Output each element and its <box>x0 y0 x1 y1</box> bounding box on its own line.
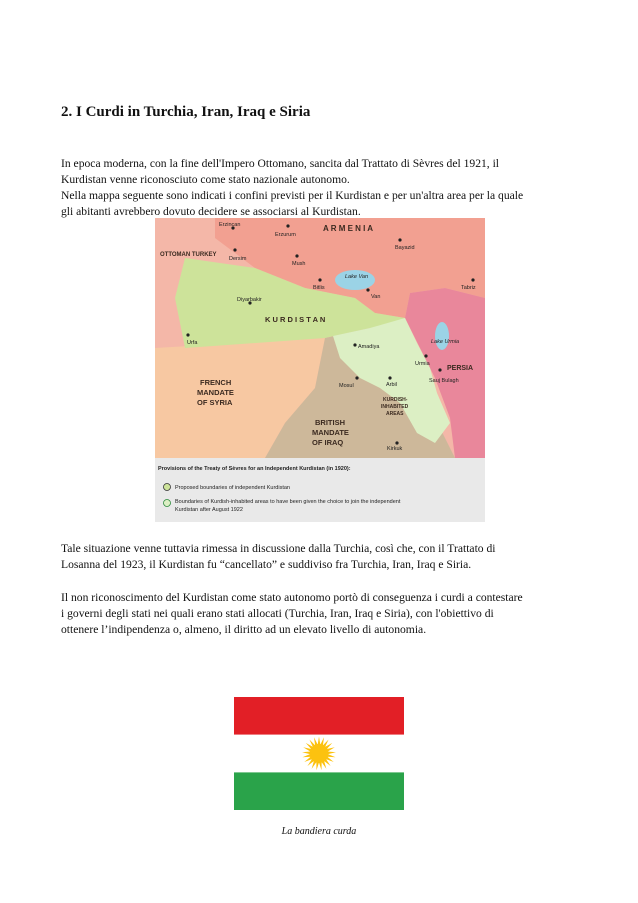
city-urfa: Urfa <box>187 340 198 346</box>
svg-text:Urfa <box>187 340 198 346</box>
svg-text:Erzincan <box>219 222 240 228</box>
svg-text:Bitlis <box>313 285 325 291</box>
svg-text:Proposed boundaries of indepen <box>175 485 290 491</box>
svg-text:Mush <box>292 261 305 267</box>
city-bitlis: Bitlis <box>313 285 325 291</box>
svg-text:MANDATE <box>197 388 234 397</box>
svg-text:MANDATE <box>312 428 349 437</box>
city-erzincan: Erzincan <box>219 222 241 228</box>
label-armenia: A R M E N I A <box>323 224 374 233</box>
section-heading: 2. I Curdi in Turchia, Iran, Iraq e Siria <box>61 104 311 120</box>
svg-text:OF IRAQ <box>312 438 343 447</box>
city-van: Van <box>371 294 381 300</box>
svg-text:Tabriz <box>461 285 476 291</box>
svg-text:Urmia <box>415 361 431 367</box>
city-kirkuk: Kirkuk <box>387 446 403 452</box>
flag-caption: La bandiera curda <box>281 826 357 837</box>
sun-disc <box>310 744 329 763</box>
city-mosul: Mosul <box>339 383 354 389</box>
svg-text:Boundaries of Kurdish-inhabite <box>175 499 401 505</box>
svg-text:Lake Urmia <box>431 339 459 345</box>
city-saujbulagh: Sauj Bulagh <box>429 378 459 384</box>
text-line: ottenere l’indipendenza o, almeno, il diritto ad un elevato livello di autonomia. <box>61 623 427 636</box>
city-mush: Mush <box>292 261 306 267</box>
svg-text:INHABITED <box>381 404 409 410</box>
label-british-1: BRITISH <box>315 418 345 427</box>
svg-text:Amadiya <box>358 344 380 350</box>
label-british-2: MANDATE <box>312 428 349 437</box>
legend-inhabited-icon <box>164 500 171 507</box>
svg-text:Sauj Bulagh <box>429 378 459 384</box>
city-arbil: Arbil <box>386 382 398 388</box>
text-line: Nella mappa seguente sono indicati i confini previsti per il Kurdistan e per un'altra area per la quale <box>61 189 524 202</box>
svg-text:Kirkuk <box>387 446 403 452</box>
city-urmia: Urmia <box>415 361 430 367</box>
text-line: gli abitanti avrebbero dovuto decidere se associarsi al Kurdistan. <box>61 205 361 218</box>
legend-item-2b: Kurdistan after August 1922 <box>175 507 243 513</box>
text-line: i governi degli stati nei quali erano stati allocati (Turchia, Iran, Iraq e Siria), con l'obiettivo di <box>61 607 494 620</box>
label-kurdish-3: AREAS <box>386 411 404 417</box>
label-british-3: OF IRAQ <box>312 438 344 447</box>
svg-text:Diyarbakir <box>237 297 262 303</box>
text-line: Kurdistan venne riconosciuto come stato nazionale autonomo. <box>61 173 350 186</box>
svg-text:Mosul <box>339 383 354 389</box>
text-line: Il non riconoscimento del Kurdistan come stato autonomo portò di conseguenza i curdi a contestare <box>61 591 523 604</box>
text-line: In epoca moderna, con la fine dell'Impero Ottomano, sancita dal Trattato di Sèvres del 1921, il <box>61 157 500 170</box>
svg-text:BRITISH <box>315 418 345 427</box>
label-kurdish-1: KURDISH- <box>383 397 408 403</box>
text-line: Losanna del 1923, il Kurdistan fu “cancellato” e suddiviso fra Turchia, Iran, Iraq e Siria. <box>61 558 472 571</box>
lake-van <box>335 270 375 290</box>
text-line: Tale situazione venne tuttavia rimessa in discussione dalla Turchia, così che, con il Trattato di <box>61 542 496 555</box>
svg-text:K U R D I S T A N <box>265 315 325 324</box>
city-bayazid: Bayazid <box>395 245 415 251</box>
svg-text:OF SYRIA <box>197 398 233 407</box>
svg-text:Van <box>371 294 380 300</box>
flag-green-stripe <box>234 772 404 810</box>
city-dersim: Dersim <box>229 256 247 262</box>
svg-text:AREAS <box>386 411 404 417</box>
second-paragraph <box>61 541 579 573</box>
legend-item-2a: Boundaries of Kurdish-inhabited areas to have been given the choice to join the independent <box>175 499 401 505</box>
svg-text:A R M E N I A <box>323 224 373 233</box>
label-french-2: MANDATE <box>197 388 234 397</box>
city-amadiya: Amadiya <box>358 344 380 350</box>
label-ottoman: OTTOMAN TURKEY <box>160 252 217 258</box>
svg-text:Provisions of the Treaty of Sè <box>158 466 351 472</box>
svg-text:OTTOMAN TURKEY <box>160 252 217 258</box>
svg-text:Dersim <box>229 256 247 262</box>
label-french-3: OF SYRIA <box>197 398 233 407</box>
svg-text:Kurdistan after August 1922 <box>175 507 243 513</box>
label-kurdish-2: INHABITED <box>381 404 409 410</box>
intro-paragraph <box>61 156 579 220</box>
svg-text:Erzurum <box>275 232 296 238</box>
label-french-1: FRENCH <box>200 378 232 387</box>
svg-text:Bayazid <box>395 245 415 251</box>
flag-red-stripe <box>234 697 404 735</box>
kurdish-flag <box>234 697 404 810</box>
city-tabriz: Tabriz <box>461 285 476 291</box>
legend-item-1: Proposed boundaries of independent Kurdistan <box>175 485 290 491</box>
svg-text:PERSIA <box>447 365 473 372</box>
label-lake-van: Lake Van <box>345 274 369 280</box>
city-erzurum: Erzurum <box>275 232 296 238</box>
svg-text:Arbil <box>386 382 397 388</box>
city-diyarbakir: Diyarbakir <box>237 297 262 303</box>
svg-text:FRENCH <box>200 378 231 387</box>
lake-urmia <box>435 322 449 350</box>
treaty-of-sevres-map <box>155 218 485 522</box>
legend-title: Provisions of the Treaty of Sèvres for an Independent Kurdistan (in 1920): <box>158 466 351 472</box>
label-lake-urmia: Lake Urmia <box>431 339 460 345</box>
svg-text:Lake Van <box>345 274 368 280</box>
label-persia: PERSIA <box>447 365 474 372</box>
legend-proposed-icon <box>164 484 171 491</box>
svg-text:KURDISH- <box>383 397 408 403</box>
label-kurdistan: K U R D I S T A N <box>265 315 326 324</box>
third-paragraph <box>61 590 579 638</box>
